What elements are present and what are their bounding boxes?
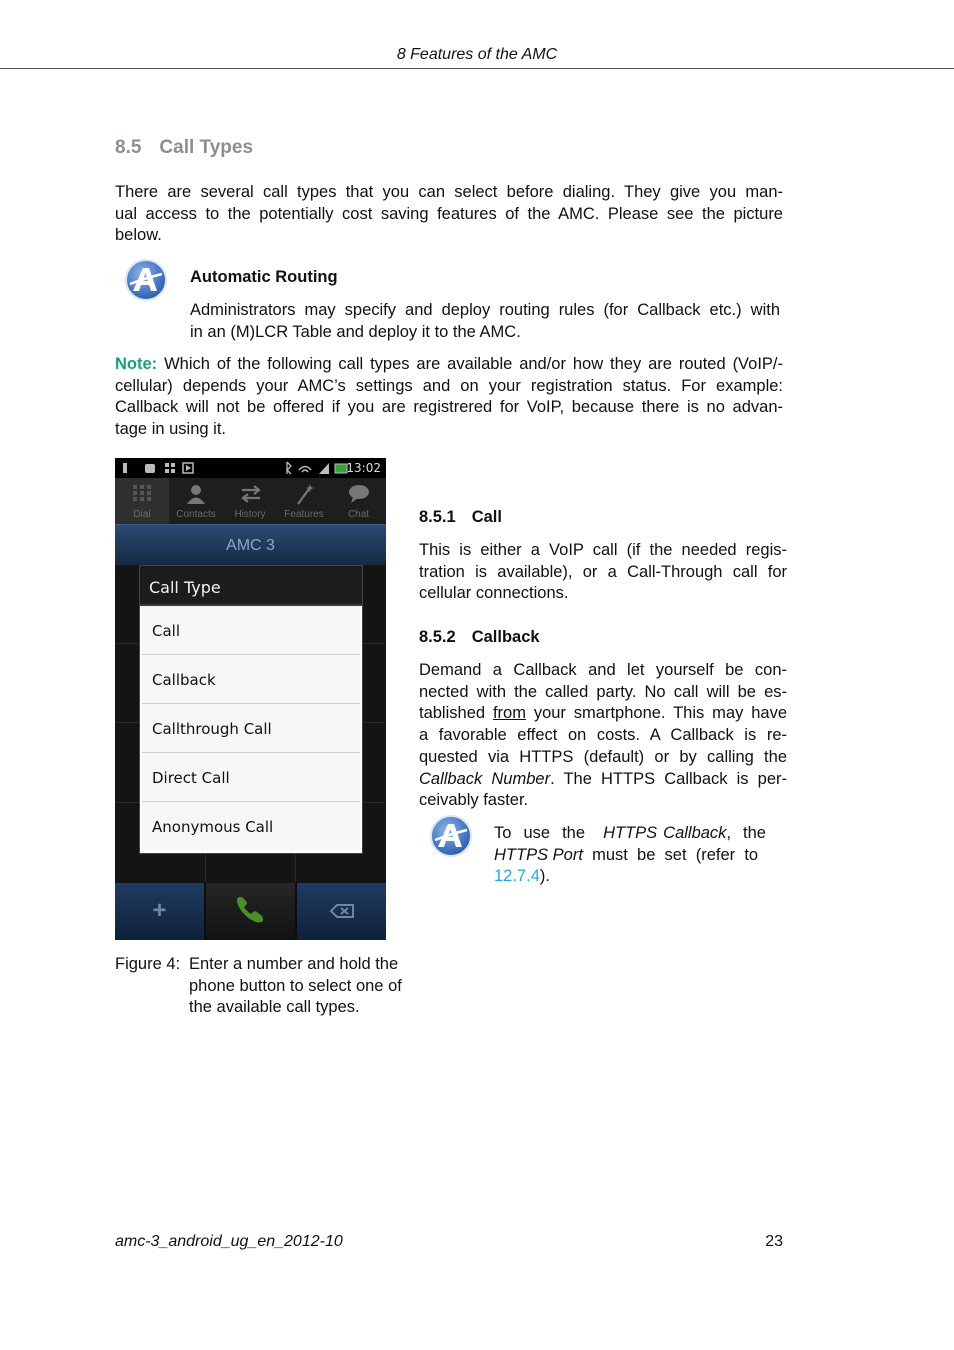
- callback-text: your smartphone. This may have: [525, 704, 787, 723]
- amc-logo-icon: [124, 258, 168, 302]
- note-line: Which of the following call types are available and/or how they are routed (VoIP/-: [157, 355, 783, 373]
- option-anonymous-call[interactable]: [142, 802, 360, 850]
- notification-icons: [121, 458, 211, 478]
- callback-text: . The HTTPS Callback is per-: [550, 769, 787, 788]
- note-label: Note:: [115, 355, 158, 373]
- tab-bar: [115, 478, 386, 524]
- running-header: 8 Features of the AMC: [396, 46, 558, 63]
- intro-line: below.: [115, 226, 162, 245]
- bottom-action-bar: [115, 883, 386, 940]
- tab-label: History: [234, 509, 266, 520]
- app-title: AMC 3: [226, 537, 275, 554]
- intro-paragraph: [115, 182, 783, 247]
- call-line: tration is available), or a Call-Through call for: [419, 562, 787, 581]
- subsection-number: 8.5.2: [419, 628, 456, 646]
- section-link[interactable]: 12.7.4: [494, 867, 540, 886]
- hint-line: Administrators may specify and deploy routing rules (for Callback etc.) with: [190, 301, 780, 319]
- https-hint: [494, 823, 766, 888]
- keypad-divider: [295, 852, 296, 883]
- hint-text: must be set (refer to: [582, 845, 759, 864]
- dialog-title: Call Type: [149, 578, 221, 597]
- callback-line: ceivably faster.: [419, 791, 529, 810]
- caption-line: phone button to select one of: [189, 976, 402, 995]
- subsection-number: 8.5.1: [419, 508, 456, 526]
- backspace-icon: [329, 903, 355, 919]
- option-direct-call[interactable]: [142, 753, 360, 802]
- callback-line: nected with the called party. No call will be es-: [419, 682, 787, 701]
- callback-line: Demand a Callback and let yourself be con-: [419, 661, 787, 679]
- option-callthrough-call[interactable]: [142, 704, 360, 753]
- intro-line: ual access to the potentially cost saving features of the AMC. Please see the picture: [115, 204, 783, 223]
- tab-chat[interactable]: [331, 478, 386, 524]
- delete-button[interactable]: [297, 883, 386, 940]
- callback-line: quested via HTTPS (default) or by calling the: [419, 747, 787, 766]
- dialog-title-bar: [140, 566, 362, 606]
- keypad-divider: [205, 852, 206, 883]
- speech-bubble-icon: [347, 483, 371, 505]
- app-title-bar: [115, 524, 386, 566]
- section-number: 8.5: [115, 137, 142, 158]
- option-label: Direct Call: [152, 769, 230, 787]
- call-paragraph: [419, 540, 787, 605]
- subsection-title-text: Callback: [471, 628, 540, 646]
- amc-logo-icon: [429, 814, 473, 858]
- underlined-word: from: [492, 704, 526, 723]
- option-label: Anonymous Call: [152, 818, 274, 836]
- header-rule: [0, 68, 954, 69]
- tab-label: Dial: [133, 509, 151, 520]
- hint-line: in an (M)LCR Table and deploy it to the AMC.: [190, 322, 521, 341]
- caption-line: the available call types.: [189, 998, 360, 1017]
- figure-label: Figure 4:: [115, 955, 181, 973]
- status-time: 13:02: [346, 461, 381, 475]
- call-type-dialog: [140, 566, 362, 853]
- hint-text: To use the: [494, 824, 604, 842]
- tab-dial[interactable]: [115, 478, 169, 524]
- intro-line: There are several call types that you can select before dialing. They give you man-: [115, 183, 783, 201]
- hint-text: , the: [726, 824, 766, 842]
- caption-line: Enter a number and hold the: [189, 955, 399, 973]
- hint-text: ).: [539, 867, 550, 886]
- section-title-text: Call Types: [159, 137, 254, 158]
- call-button[interactable]: [206, 883, 295, 940]
- callback-paragraph: [419, 660, 787, 812]
- add-button[interactable]: [115, 883, 204, 940]
- add-label: +: [152, 897, 167, 924]
- footer-doc-id: amc-3_android_ug_en_2012-10: [115, 1233, 343, 1250]
- option-callback[interactable]: [142, 655, 360, 704]
- section-title: [115, 137, 253, 159]
- phone-screenshot: [115, 458, 386, 940]
- subsection-title-text: Call: [471, 508, 502, 526]
- note-paragraph: [115, 354, 783, 441]
- person-icon: [185, 483, 207, 505]
- tab-history[interactable]: [223, 478, 277, 524]
- figure-caption: [189, 954, 429, 1019]
- https-callback-term: HTTPS Callback: [603, 824, 727, 842]
- tab-label: Chat: [347, 509, 370, 520]
- option-label: Callback: [152, 671, 216, 689]
- callback-text: tablished: [419, 704, 493, 723]
- option-label: Callthrough Call: [152, 720, 272, 738]
- tab-label: Contacts: [176, 509, 216, 520]
- tab-features[interactable]: [277, 478, 331, 524]
- subsection-title: [419, 508, 502, 527]
- call-line: This is either a VoIP call (if the needed regis-: [419, 541, 787, 559]
- hint-body: [190, 300, 780, 343]
- magic-wand-icon: [293, 483, 315, 505]
- https-port-term: HTTPS Port: [494, 845, 583, 864]
- dialpad-icon: [131, 483, 153, 503]
- note-line: cellular) depends your AMC’s settings and on your registration status. For example:: [115, 376, 783, 395]
- option-label: Call: [152, 622, 181, 640]
- system-status-icons: [281, 458, 351, 478]
- status-bar: [115, 458, 386, 478]
- hint-title: Automatic Routing: [190, 268, 338, 286]
- subsection-title: [419, 628, 540, 647]
- callback-number-term: Callback Number: [419, 769, 551, 788]
- note-line: Callback will not be offered if you are registrered for VoIP, because there is no advan-: [115, 398, 783, 417]
- note-line: tage in using it.: [115, 420, 226, 439]
- phone-icon: [236, 897, 266, 927]
- swap-arrows-icon: [239, 483, 263, 505]
- call-line: cellular connections.: [419, 584, 569, 603]
- option-call[interactable]: [142, 606, 360, 655]
- tab-label: Features: [284, 509, 324, 520]
- page-number: 23: [765, 1233, 783, 1250]
- callback-line: a favorable effect on costs. A Callback is re-: [419, 726, 787, 745]
- tab-contacts[interactable]: [169, 478, 223, 524]
